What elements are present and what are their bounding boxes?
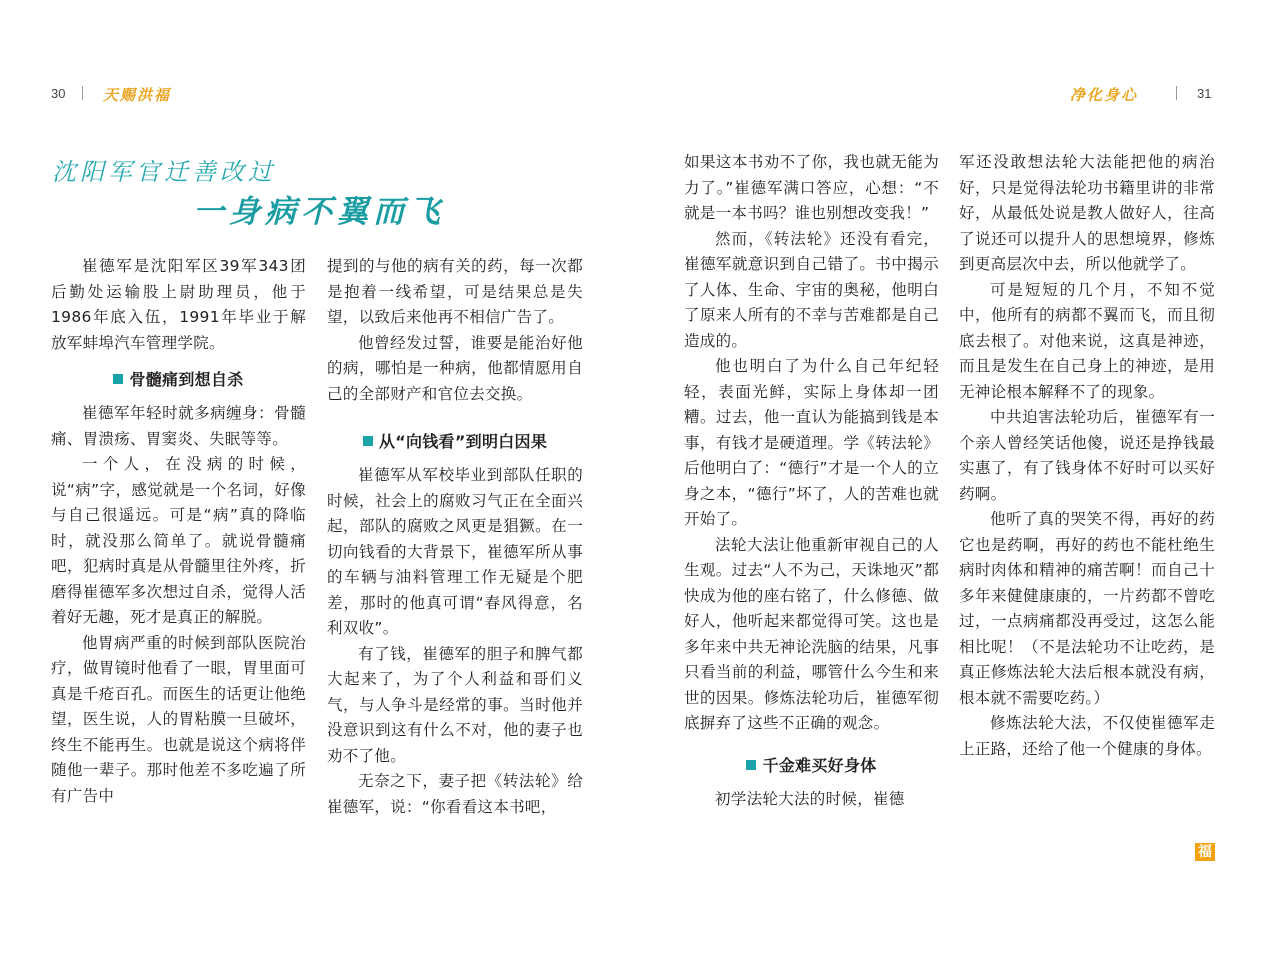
text-column-2	[327, 254, 583, 820]
paragraph: 初学法轮大法的时候，崔德	[715, 789, 905, 808]
article-title-line2: 一身病不翼而飞	[193, 194, 445, 230]
section-heading	[51, 369, 306, 391]
left-header-divider	[82, 86, 83, 100]
paragraph: 法轮大法让他重新审视自己的人生观。过去“人不为己，天诛地灭”都快成为他的座右铭了，什么修德、做好人，他听起来都觉得可笑。这也是多年来中共无神论洗脑的结果，凡事只看当前的利益，哪管什么今生和来世的因果。修炼法轮功后，崔德军彻底摒弃了这些不正确的观念。	[684, 535, 939, 732]
paragraph: 然而，《转法轮》还没有看完，崔德军就意识到自己错了。书中揭示了人体、生命、宇宙的奥秘，他明白了原来人所有的不幸与苦难都是自己造成的。	[684, 229, 939, 350]
text-column-1	[51, 254, 306, 809]
article-title-line1: 沈阳军官迁善改过	[52, 158, 276, 186]
square-bullet-icon	[363, 436, 373, 446]
right-header-divider	[1176, 86, 1177, 100]
paragraph: 有了钱，崔德军的胆子和脾气都大起来了，为了个人利益和哥们义气，与人争斗是经常的事。当时他并没意识到这有什么不对，他的妻子也劝不了他。	[327, 644, 583, 765]
left-page-number: 30	[51, 86, 66, 101]
paragraph: 提到的与他的病有关的药，每一次都是抱着一线希望，可是结果总是失望，以致后来他再不相信广告了。	[327, 257, 583, 326]
section-heading-text: 从“向钱看”到明白因果	[378, 432, 548, 451]
paragraph: 崔德军从军校毕业到部队任职的时候，社会上的腐败习气正在全面兴起，部队的腐败之风更是猖獗。在一切向钱看的大背景下，崔德军所从事的车辆与油料管理工作无疑是个肥差，那时的他真可谓“春风得意，名利双收”。	[327, 466, 583, 637]
square-bullet-icon	[746, 760, 756, 770]
paragraph: 他也明白了为什么自己年纪轻轻，表面光鲜，实际上身体却一团糟。过去，他一直认为能搞到钱是本事，有钱才是硬道理。学《转法轮》后他明白了：“德行”才是一个人的立身之本，“德行”坏了，人的苦难也就开始了。	[684, 357, 939, 528]
paragraph: 他听了真的哭笑不得，再好的药它也是药啊，再好的药也不能杜绝生病时肉体和精神的痛苦啊！而自己十多年来健健康康的，一片药都不曾吃过，一点病痛都没再受过，这怎么能相比呢！（不是法轮功不让吃药，是真正修炼法轮大法后根本就没有病，根本就不需要吃药。）	[959, 510, 1215, 707]
right-running-title: 净化身心	[1070, 86, 1139, 104]
section-heading-text: 骨髓痛到想自杀	[129, 370, 244, 389]
section-heading	[684, 755, 939, 777]
right-page-number: 31	[1197, 86, 1212, 101]
end-mark-fu-icon: 福	[1195, 843, 1215, 861]
square-bullet-icon	[113, 374, 123, 384]
paragraph: 他曾经发过誓，谁要是能治好他的病，哪怕是一种病，他都情愿用自己的全部财产和官位去交换。	[327, 333, 583, 403]
text-column-4	[959, 150, 1215, 762]
paragraph: 一个人，在没病的时候，说“病”字，感觉就是一个名词，好像与自己很遥远。可是“病”真的降临时，就没那么简单了。就说骨髓痛吧，犯病时真是从骨髓里往外疼，折磨得崔德军多次想过自杀，觉得人活着好无趣，死才是真正的解脱。	[51, 455, 306, 626]
paragraph: 中共迫害法轮功后，崔德军有一个亲人曾经笑话他傻，说还是挣钱最实惠了，有了钱身体不好时可以买好药啊。	[959, 408, 1215, 503]
paragraph: 崔德军是沈阳军区39军343团后勤处运输股上尉助理员，他于1986年底入伍，1991年毕业于解放军蚌埠汽车管理学院。	[51, 257, 306, 352]
section-heading	[327, 431, 583, 453]
left-running-title: 天赐洪福	[103, 86, 172, 104]
paragraph: 他胃病严重的时候到部队医院治疗，做胃镜时他看了一眼，胃里面可真是千疮百孔。而医生的话更让他绝望，医生说，人的胃粘膜一旦破坏，终生不能再生。也就是说这个病将伴随他一辈子。那时他差不多吃遍了所有广告中	[51, 633, 306, 805]
paragraph: 崔德军年轻时就多病缠身：骨髓痛、胃溃疡、胃窦炎、失眠等等。	[51, 404, 306, 448]
paragraph: 无奈之下，妻子把《转法轮》给崔德军，说：“你看看这本书吧，	[327, 772, 583, 816]
text-column-3	[684, 150, 939, 812]
paragraph: 修炼法轮大法，不仅使崔德军走上正路，还给了他一个健康的身体。	[959, 714, 1215, 758]
paragraph: 军还没敢想法轮大法能把他的病治好，只是觉得法轮功书籍里讲的非常好，从最低处说是教人做好人，往高了说还可以提升人的思想境界，修炼到更高层次中去，所以他就学了。	[959, 153, 1215, 273]
paragraph: 如果这本书劝不了你，我也就无能为力了。”崔德军满口答应，心想：“不就是一本书吗？谁也别想改变我！”	[684, 153, 939, 222]
section-heading-text: 千金难买好身体	[762, 755, 877, 775]
paragraph: 可是短短的几个月，不知不觉中，他所有的病都不翼而飞，而且彻底去根了。对他来说，这真是神迹，而且是发生在自己身上的神迹，是用无神论根本解释不了的现象。	[959, 280, 1215, 401]
